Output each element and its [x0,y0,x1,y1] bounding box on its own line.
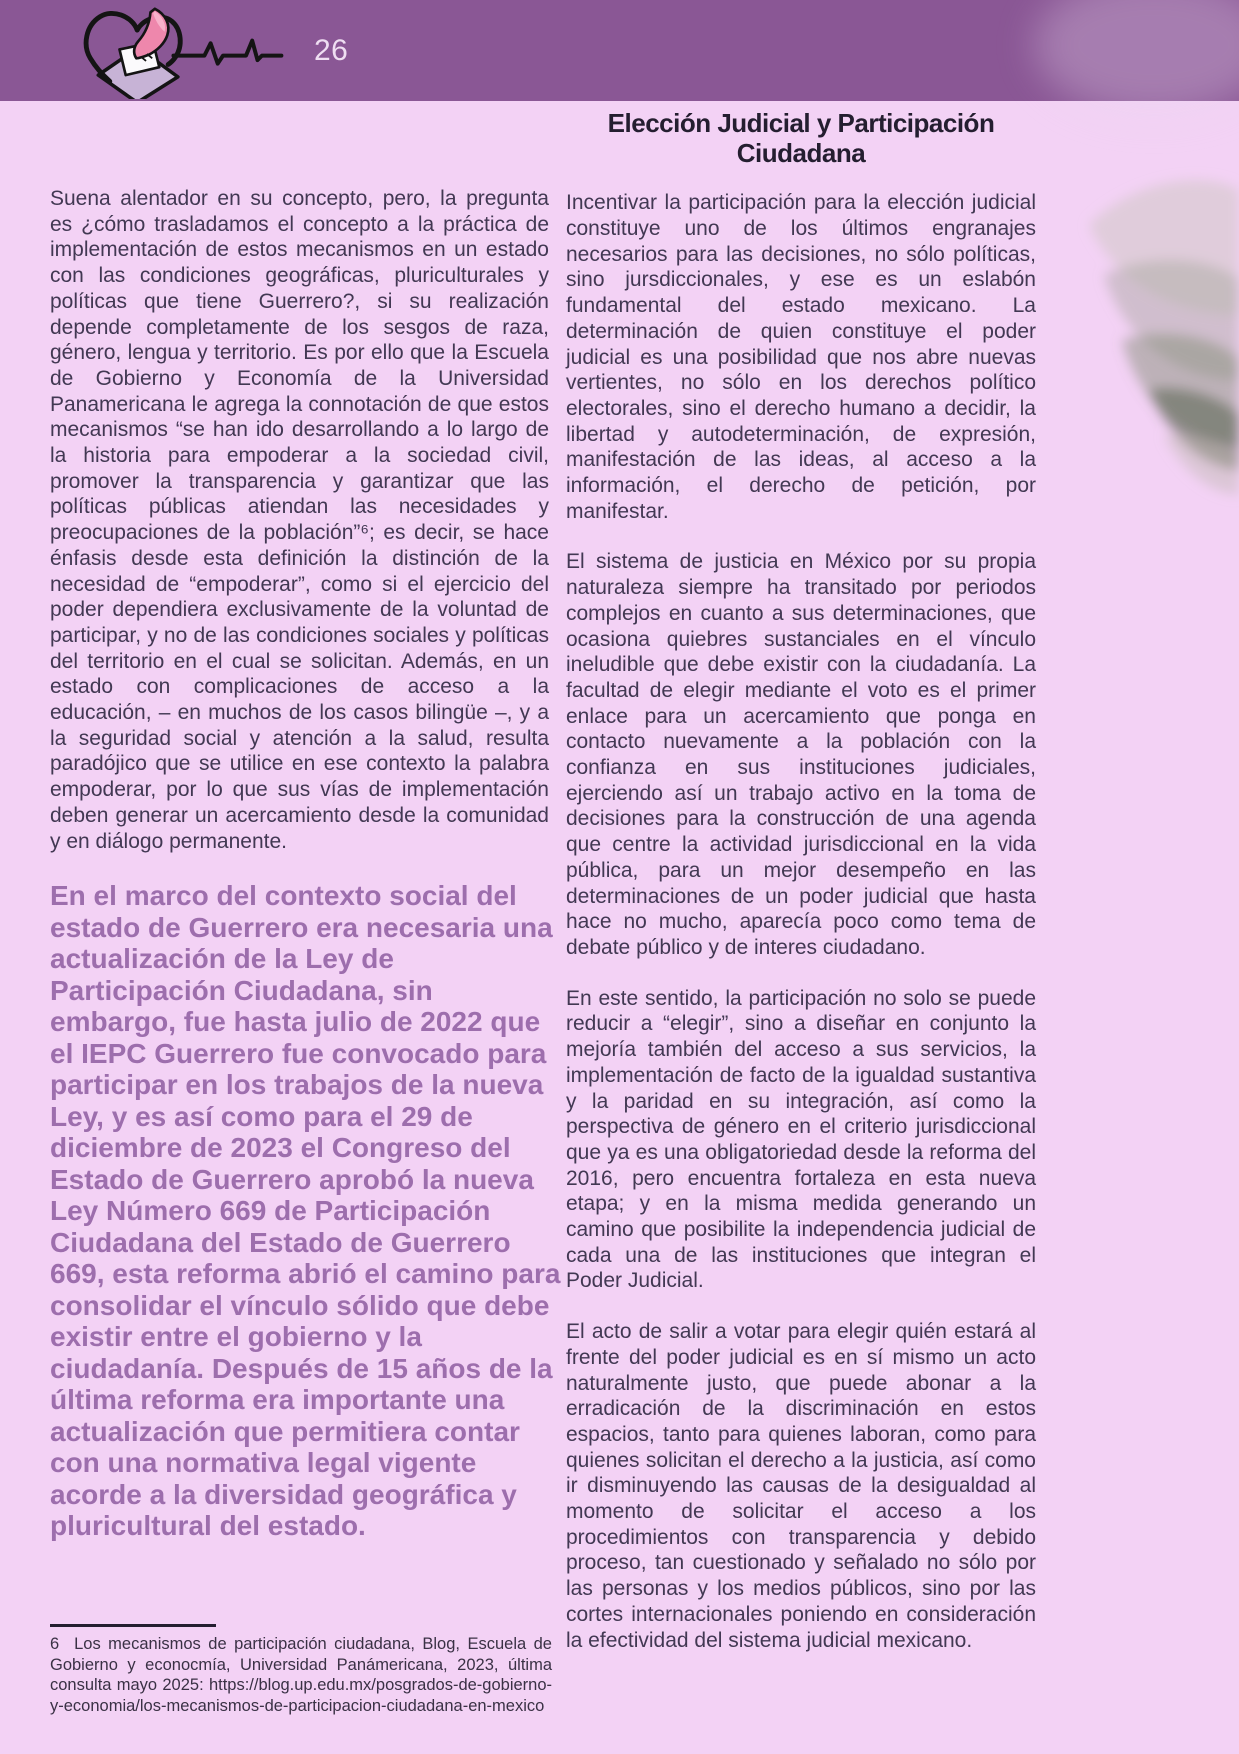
header-bar [0,0,1239,101]
pull-quote: En el marco del contexto social del estado de Guerrero era necesaria una actualización de la Ley de Participación Ciudadana, sin embargo, fue hasta julio de 2022 que el IEPC Guerrero fue convocado para participar en los trabajos de la nueva Ley, y es así como para el 29 de diciembre de 2023 el Congreso del Estado de Guerrero aprobó la nueva Ley Número 669 de Participación Ciudadana del Estado de Guerrero 669, esta reforma abrió el camino para consolidar el vínculo sólido que debe existir entre el gobierno y la ciudadanía. Después de 15 años de la última reforma era importante una actualización que permitiera contar con una normativa legal vigente acorde a la diversidad geográfica y pluricultural del estado. [50,880,561,1542]
right-paragraph-3: En este sentido, la participación no solo se puede reducir a “elegir”, sino a diseñar en conjunto la mejoría también del acceso a sus servicios, la implementación de facto de la igualdad sustantiva y la paridad en su integración, así como la perspectiva de género en el criterio jurisdiccional que ya es una obligatoriedad desde la reforma del 2016, pero encuentra fortaleza en esta nueva etapa; y en la misma medida generando un camino que posibilite la independencia judicial de cada una de las instituciones que integran el Poder Judicial. [566,986,1036,1293]
faint-rose-photo [1034,165,1239,510]
header-content [52,0,348,101]
article-title-line1: Elección Judicial y Participación [607,108,995,138]
article-title [566,108,1036,168]
left-paragraph: Suena alentador en su concepto, pero, la pregunta es ¿cómo trasladamos el concepto a la práctica de implementación de estos mecanismos en un estado con las condiciones geográficas, pluriculturales y políticas que tiene Guerrero?, si su realización depende completamente de los sesgos de raza, género, lengua y territorio. Es por ello que la Escuela de Gobierno y Economía de la Universidad Panamericana le agrega la connotación de que estos mecanismos “se han ido desarrollando a lo largo de la historia para empoderar a la sociedad civil, promover la transparencia y garantizar que las políticas públicas atiendan las necesidades y preocupaciones de la población”⁶; es decir, se hace énfasis desde esta definición la distinción de la necesidad de “empoderar”, como si el ejercicio del poder dependiera exclusivamente de la voluntad de participar, y no de las condiciones sociales y políticas del territorio en el cual se solicitan. Además, en un estado con complicaciones de acceso a la educación, – en muchos de los casos bilingüe –, y a la seguridad social y atención a la salud, resulta paradójico que se utilice en ese contexto la palabra empoderar, por lo que sus vías de implementación deben generar un acercamiento desde la comunidad y en diálogo permanente. [50,187,549,853]
footnote-divider [50,1624,216,1627]
left-column [50,186,567,1542]
footnote-text: 6 Los mecanismos de participación ciudadana, Blog, Escuela de Gobierno y econocmía, Universidad Panámericana, 2023, última consulta mayo 2025: https://blog.up.edu.mx/posgrados-de-gobierno-y-economia/los-mecanismos-de-participacion-ciudadana-en-mexico [50,1635,552,1715]
right-paragraph-2: El sistema de justicia en México por su propia naturaleza siempre ha transitado por periodos complejos en cuanto a sus determinaciones, que ocasiona quiebres sustanciales en el vínculo ineludible que debe existir con la ciudadanía. La facultad de elegir mediante el voto es el primer enlace para un acercamiento que ponga en contacto nuevamente a la población con la confianza en sus instituciones judiciales, ejerciendo así un trabajo activo en la toma de decisiones para la construcción de una agenda que centre la actividad jurisdiccional en la vida pública, para un mejor desempeño en las determinaciones de un poder judicial que hasta hace no mucho, aparecía poco como tema de debate público y de interes ciudadano. [566,550,1036,959]
right-paragraph-1: Incentivar la participación para la elección judicial constituye uno de los últimos engranajes necesarios para las decisiones, no sólo políticas, sino jursdiccionales, y ese es un eslabón fundamental del estado mexicano. La determinación de quien constituye el poder judicial es una posibilidad que nos abre nuevas vertientes, no sólo en los derechos político electorales, sino el derecho humano a decidir, la libertad y autodeterminación, de expresión, manifestación de las ideas, al acceso a la información, el derecho de petición, por manifestar. [566,191,1036,523]
page-number: 26 [314,33,349,67]
right-paragraph-4: El acto de salir a votar para elegir quién estará al frente del poder judicial es en sí mismo un acto naturalmente justo, que puede abonar a la erradicación de la discriminación en estos espacios, tanto para quienes laboran, como para quienes solicitan el derecho a la justicia, así como ir disminuyendo las causas de la desigualdad al momento de solicitar el acceso a los procedimientos con transparencia y debido proceso, tan cuestionado y señalado no sólo por las personas y los medios públicos, sino por las cortes internacionales poniendo en consideración la efectividad del sistema judicial mexicano. [566,1320,1036,1652]
right-column [566,108,1036,1678]
heart-ballot-heartbeat-logo-icon [52,7,302,99]
footnote [50,1624,552,1716]
article-title-line2: Ciudadana [736,138,866,169]
decorative-light-patch [1034,0,1239,115]
